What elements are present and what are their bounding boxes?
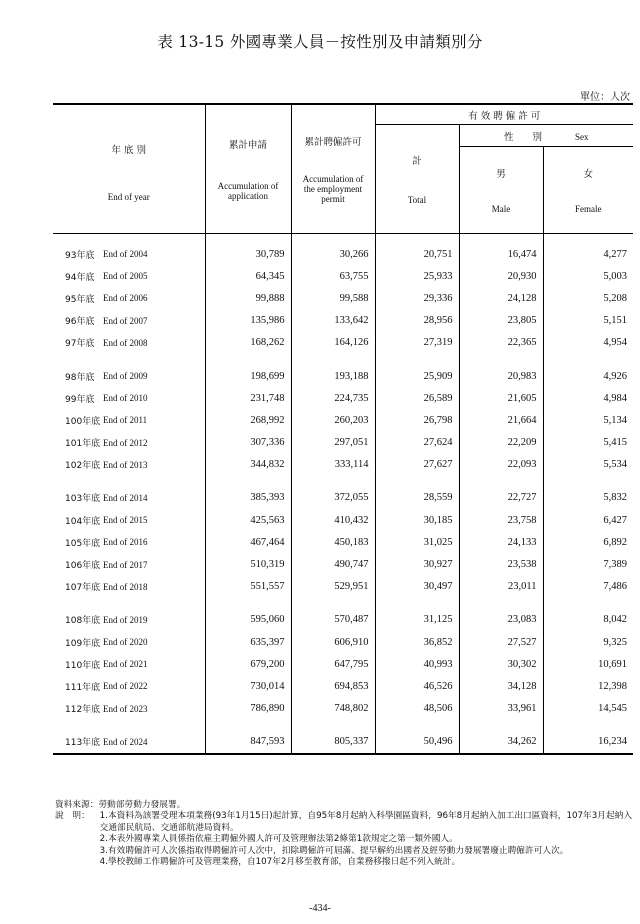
table-row [53,287,633,309]
header-application: 累計申請 Accumulation of application [205,104,291,234]
table-row [53,432,633,454]
cell-female: 5,534 [543,454,633,476]
year-zh: 97年底 [65,339,95,350]
cell-female: 9,325 [543,631,633,653]
cell-female: 16,234 [543,731,633,754]
header-sex: 性 別 Sex [459,125,633,147]
cell-app: 425,563 [205,509,291,531]
cell-male: 21,605 [459,387,543,409]
cell-app: 99,888 [205,287,291,309]
year-en: End of 2006 [103,293,148,304]
cell-male: 23,011 [459,576,543,598]
explanation-block: 說 明： 1.本資料為該署受理本項業務(93年1月15日)起計算，自95年8月起納入科學園區資料，96年8月起納入加工出口區資料，107年3月起納入交通部民航局、交通部航港局資料。 2.本表外國專業人員係指依雇主聘僱外國人許可及管理辦法第2條第1款規定之第一類外國人。 3.有效聘僱許可人次係指取得聘僱許可人次中，扣除聘僱許可屆滿、提早解約出國者及經勞動力發展署廢止聘僱許可人次。 4.學校教師工作聘僱許可及管理業務，自107年2月移至教育部，自業務移撥日起不列入統計。 [55,811,635,868]
table-row [53,365,633,387]
cell-permit: 805,337 [291,731,375,754]
table-row [53,731,633,754]
cell-permit: 450,183 [291,531,375,553]
cell-female: 7,389 [543,553,633,575]
cell-permit: 99,588 [291,287,375,309]
year-en: End of 2007 [103,315,148,326]
table-row [53,653,633,675]
cell-female: 4,954 [543,332,633,354]
year-zh: 95年底 [65,294,95,305]
header-male: 男 Male [459,147,543,234]
year-zh: 100年底 [65,416,101,427]
header-valid-permit: 有 效 聘 僱 許 可 [375,104,633,125]
cell-total: 31,125 [375,609,459,631]
year-en: End of 2008 [103,337,148,348]
year-zh: 108年底 [65,616,101,627]
cell-permit: 193,188 [291,365,375,387]
cell-permit: 529,951 [291,576,375,598]
year-en: End of 2023 [103,703,148,714]
year-en: End of 2014 [103,492,148,503]
table-row [53,675,633,697]
year-en: End of 2010 [103,393,148,404]
cell-male: 23,538 [459,553,543,575]
cell-total: 48,506 [375,698,459,720]
cell-app: 635,397 [205,631,291,653]
year-zh: 107年底 [65,583,101,594]
cell-total: 20,751 [375,243,459,265]
unit-label: 單位：人次 [580,92,630,103]
cell-male: 20,983 [459,365,543,387]
cell-male: 34,262 [459,731,543,754]
cell-female: 5,832 [543,487,633,509]
cell-male: 30,302 [459,653,543,675]
cell-total: 30,497 [375,576,459,598]
cell-total: 27,319 [375,332,459,354]
header-female: 女 Female [543,147,633,234]
table-row [53,631,633,653]
source-line: 資料來源：勞動部勞動力發展署。 [55,800,186,810]
cell-app: 679,200 [205,653,291,675]
table-row [53,409,633,431]
cell-female: 5,151 [543,310,633,332]
cell-total: 30,185 [375,509,459,531]
cell-female: 8,042 [543,609,633,631]
cell-female: 4,277 [543,243,633,265]
year-en: End of 2019 [103,614,148,625]
cell-female: 5,415 [543,432,633,454]
cell-app: 385,393 [205,487,291,509]
cell-male: 16,474 [459,243,543,265]
cell-permit: 63,755 [291,265,375,287]
cell-total: 46,526 [375,675,459,697]
cell-app: 268,992 [205,409,291,431]
year-en: End of 2020 [103,637,148,648]
year-en: End of 2004 [103,249,148,260]
cell-female: 4,926 [543,365,633,387]
table-header [53,104,633,234]
cell-male: 33,961 [459,698,543,720]
cell-app: 595,060 [205,609,291,631]
cell-permit: 606,910 [291,631,375,653]
page-title: 表 13-15 外國專業人員－按性別及申請類別分 [157,33,483,51]
table-row [53,243,633,265]
cell-permit: 30,266 [291,243,375,265]
note-item-3: 3.有效聘僱許可人次係指取得聘僱許可人次中，扣除聘僱許可屆滿、提早解約出國者及經勞動力發展署廢止聘僱許可人次。 [99,845,569,856]
year-en: End of 2016 [103,537,148,548]
year-en: End of 2017 [103,559,148,570]
cell-permit: 748,802 [291,698,375,720]
cell-male: 23,758 [459,509,543,531]
table-row [53,553,633,575]
cell-total: 30,927 [375,553,459,575]
year-zh: 104年底 [65,516,101,527]
table-row [53,531,633,553]
cell-total: 31,025 [375,531,459,553]
cell-app: 344,832 [205,454,291,476]
cell-female: 6,427 [543,509,633,531]
cell-app: 64,345 [205,265,291,287]
table-row [53,387,633,409]
cell-female: 7,486 [543,576,633,598]
cell-female: 6,892 [543,531,633,553]
cell-permit: 164,126 [291,332,375,354]
notes [55,800,635,868]
table-row [53,487,633,509]
year-zh: 112年底 [65,705,101,716]
cell-total: 50,496 [375,731,459,754]
year-zh: 99年底 [65,394,95,405]
year-zh: 109年底 [65,638,101,649]
cell-total: 25,909 [375,365,459,387]
cell-total: 26,798 [375,409,459,431]
year-en: End of 2021 [103,659,148,670]
year-zh: 93年底 [65,250,95,261]
cell-permit: 372,055 [291,487,375,509]
cell-male: 22,727 [459,487,543,509]
table-body [53,234,633,754]
year-zh: 98年底 [65,372,95,383]
header-total: 計 Total [375,125,459,234]
header-permit: 累計聘僱許可 Accumulation of the employment permit [291,104,375,234]
year-en: End of 2024 [103,731,205,754]
cell-male: 20,930 [459,265,543,287]
cell-permit: 224,735 [291,387,375,409]
cell-male: 22,209 [459,432,543,454]
cell-total: 25,933 [375,265,459,287]
page-number: -434- [309,903,331,914]
cell-app: 307,336 [205,432,291,454]
note-item-2: 2.本表外國專業人員係指依雇主聘僱外國人許可及管理辦法第2條第1款規定之第一類外國人。 [99,834,458,845]
cell-female: 12,398 [543,675,633,697]
year-zh: 103年底 [65,494,101,505]
table-row [53,265,633,287]
cell-app: 786,890 [205,698,291,720]
year-en: End of 2012 [103,437,148,448]
cell-app: 467,464 [205,531,291,553]
cell-permit: 410,432 [291,509,375,531]
year-zh: 110年底 [65,660,101,671]
cell-app: 168,262 [205,332,291,354]
cell-female: 14,545 [543,698,633,720]
year-zh: 106年底 [65,561,101,572]
table-row [53,310,633,332]
cell-male: 27,527 [459,631,543,653]
year-en: End of 2022 [103,681,148,692]
cell-permit: 490,747 [291,553,375,575]
cell-female: 5,208 [543,287,633,309]
table-row [53,609,633,631]
table-row [53,576,633,598]
cell-total: 29,336 [375,287,459,309]
year-en: End of 2013 [103,459,148,470]
cell-female: 4,984 [543,387,633,409]
cell-male: 22,093 [459,454,543,476]
cell-female: 5,003 [543,265,633,287]
cell-male: 24,133 [459,531,543,553]
year-en: End of 2018 [103,581,148,592]
cell-permit: 570,487 [291,609,375,631]
year-zh: 102年底 [65,461,101,472]
table-row [53,332,633,354]
cell-app: 135,986 [205,310,291,332]
table-row [53,698,633,720]
cell-app: 847,593 [205,731,291,754]
year-zh: 96年底 [65,317,95,328]
cell-male: 21,664 [459,409,543,431]
note-item-4: 4.學校教師工作聘僱許可及管理業務，自107年2月移至教育部，自業務移撥日起不列入統計。 [99,857,461,868]
cell-permit: 133,642 [291,310,375,332]
year-zh: 94年底 [65,272,95,283]
cell-male: 22,365 [459,332,543,354]
cell-app: 551,557 [205,576,291,598]
cell-permit: 647,795 [291,653,375,675]
table-row [53,509,633,531]
cell-total: 28,956 [375,310,459,332]
cell-permit: 694,853 [291,675,375,697]
cell-total: 36,852 [375,631,459,653]
note-item-1: 1.本資料為該署受理本項業務(93年1月15日)起計算，自95年8月起納入科學園區資料，96年8月起納入加工出口區資料，107年3月起納入交通部民航局、交通部航港局資料。 [99,811,633,833]
year-en: End of 2011 [103,415,148,426]
cell-permit: 297,051 [291,432,375,454]
cell-app: 510,319 [205,553,291,575]
cell-total: 27,624 [375,432,459,454]
cell-male: 24,128 [459,287,543,309]
statistics-table [53,103,633,755]
year-zh: 105年底 [65,538,101,549]
year-zh: 111年底 [65,682,101,693]
year-zh: 113年底 [53,731,103,754]
cell-total: 28,559 [375,487,459,509]
year-en: End of 2009 [103,371,148,382]
cell-app: 231,748 [205,387,291,409]
cell-female: 10,691 [543,653,633,675]
cell-total: 26,589 [375,387,459,409]
cell-male: 23,083 [459,609,543,631]
cell-permit: 333,114 [291,454,375,476]
cell-permit: 260,203 [291,409,375,431]
cell-total: 40,993 [375,653,459,675]
cell-total: 27,627 [375,454,459,476]
year-en: End of 2015 [103,515,148,526]
cell-app: 730,014 [205,675,291,697]
header-year: 年 底 別 End of year [53,104,205,234]
cell-female: 5,134 [543,409,633,431]
year-zh: 101年底 [65,439,101,450]
cell-app: 30,789 [205,243,291,265]
cell-app: 198,699 [205,365,291,387]
cell-male: 34,128 [459,675,543,697]
cell-male: 23,805 [459,310,543,332]
year-en: End of 2005 [103,271,148,282]
table-row [53,454,633,476]
